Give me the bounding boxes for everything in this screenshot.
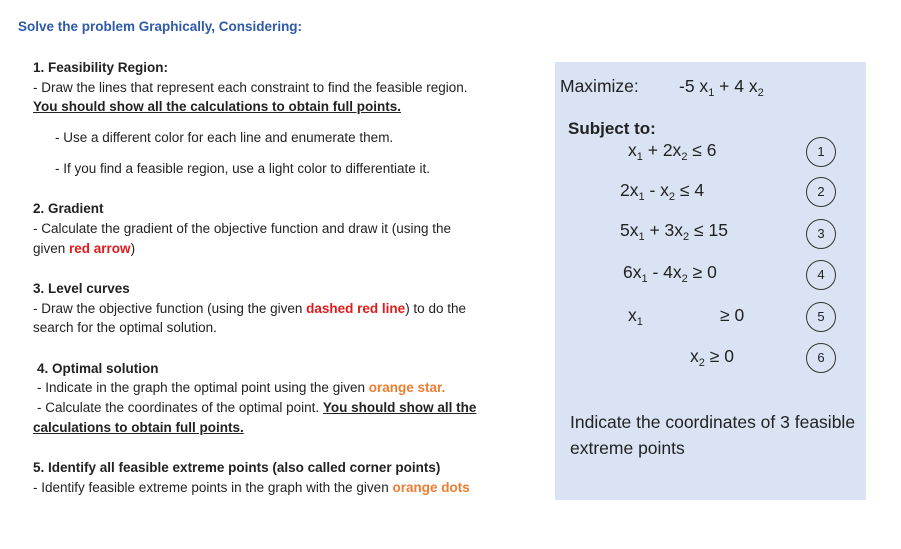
objective-function	[679, 76, 764, 97]
level-line1	[33, 301, 466, 316]
feasibility-bullet2: - If you find a feasible region, use a light color to differentiate it.	[55, 161, 430, 176]
level-heading: 3. Level curves	[33, 281, 130, 296]
objective-term-1: -5 x	[679, 76, 709, 96]
gradient-line2-pre: given	[33, 241, 70, 256]
c2-sub2: 2	[668, 191, 676, 203]
level-line1-pre: - Draw the objective function (using the given	[33, 301, 307, 316]
c6-sub1: 2	[698, 357, 705, 369]
constraint-1	[628, 140, 717, 161]
c5-sub1: 1	[636, 316, 643, 328]
gradient-line2	[33, 241, 135, 256]
gradient-heading: 2. Gradient	[33, 201, 104, 216]
c6-rhs: ≥ 0	[704, 346, 734, 366]
gradient-line2-post: )	[130, 241, 136, 256]
c3-rhs: ≤ 15	[689, 220, 728, 240]
dashed-red-line-text: dashed red line	[306, 301, 406, 316]
c5-lhs: x	[628, 305, 637, 325]
maximize-label: Maximize:	[560, 76, 639, 96]
problem-panel	[555, 62, 866, 500]
c4-rhs: ≥ 0	[687, 262, 717, 282]
c2-sub1: 1	[638, 191, 645, 203]
c4-lhs: 6x	[623, 262, 642, 282]
optimal-line2	[37, 400, 476, 415]
extreme-heading: 5. Identify all feasible extreme points (also called corner points)	[33, 460, 441, 475]
feasibility-bullet1: - Use a different color for each line and enumerate them.	[55, 130, 394, 145]
constraint-5-rhs: ≥ 0	[720, 305, 745, 325]
optimal-heading: 4. Optimal solution	[37, 361, 159, 376]
constraint-4	[623, 262, 717, 283]
c4-mid: - 4x	[647, 262, 682, 282]
page-title: Solve the problem Graphically, Considering:	[18, 19, 303, 34]
c6-lhs: x	[690, 346, 699, 366]
feasibility-line2: You should show all the calculations to obtain full points.	[33, 99, 402, 114]
c2-mid: - x	[644, 180, 669, 200]
extreme-line1	[33, 480, 470, 495]
constraint-number-5: 5	[806, 302, 836, 332]
c4-sub1: 1	[641, 273, 648, 285]
c1-mid: + 2x	[642, 140, 682, 160]
constraint-3	[620, 220, 728, 241]
c3-sub1: 1	[638, 231, 645, 243]
extreme-line1-pre: - Identify feasible extreme points in the graph with the given	[33, 480, 393, 495]
gradient-line1: - Calculate the gradient of the objective function and draw it (using the	[33, 221, 451, 236]
level-line1-post: ) to do the	[405, 301, 466, 316]
feasibility-line1: - Draw the lines that represent each constraint to find the feasible region.	[33, 80, 468, 95]
constraint-number-3: 3	[806, 219, 836, 249]
c3-lhs: 5x	[620, 220, 639, 240]
level-line2: search for the optimal solution.	[33, 320, 217, 335]
constraint-number-6: 6	[806, 343, 836, 373]
extreme-points-note: Indicate the coordinates of 3 feasible extreme points	[570, 412, 856, 458]
optimal-line1	[37, 380, 445, 395]
c2-rhs: ≤ 4	[675, 180, 705, 200]
c1-sub2: 2	[681, 151, 688, 163]
orange-star-text: orange star.	[368, 380, 446, 395]
optimal-line3: calculations to obtain full points.	[33, 420, 244, 435]
c3-sub2: 2	[683, 231, 690, 243]
c4-sub2: 2	[681, 273, 688, 285]
feasibility-heading: 1. Feasibility Region:	[33, 60, 169, 75]
constraint-2	[620, 180, 704, 201]
c1-rhs: ≤ 6	[687, 140, 717, 160]
c2-lhs: 2x	[620, 180, 639, 200]
constraint-number-4: 4	[806, 260, 836, 290]
objective-sub-1: 1	[708, 87, 715, 99]
c1-lhs: x	[628, 140, 637, 160]
constraint-5-lhs	[628, 305, 643, 326]
optimal-line2-pre: - Calculate the coordinates of the optimal point.	[37, 400, 323, 415]
c1-sub1: 1	[636, 151, 643, 163]
subject-to-label: Subject to:	[568, 119, 656, 138]
c3-mid: + 3x	[644, 220, 684, 240]
objective-sub-2: 2	[757, 87, 764, 99]
orange-dots-text: orange dots	[392, 480, 470, 495]
red-arrow-text: red arrow	[69, 241, 131, 256]
constraint-number-2: 2	[806, 177, 836, 207]
constraint-6	[690, 346, 734, 367]
optimal-line2-underlined: You should show all the	[322, 400, 477, 415]
objective-term-2: + 4 x	[714, 76, 758, 96]
optimal-line1-pre: - Indicate in the graph the optimal point using the given	[37, 380, 369, 395]
constraint-number-1: 1	[806, 137, 836, 167]
